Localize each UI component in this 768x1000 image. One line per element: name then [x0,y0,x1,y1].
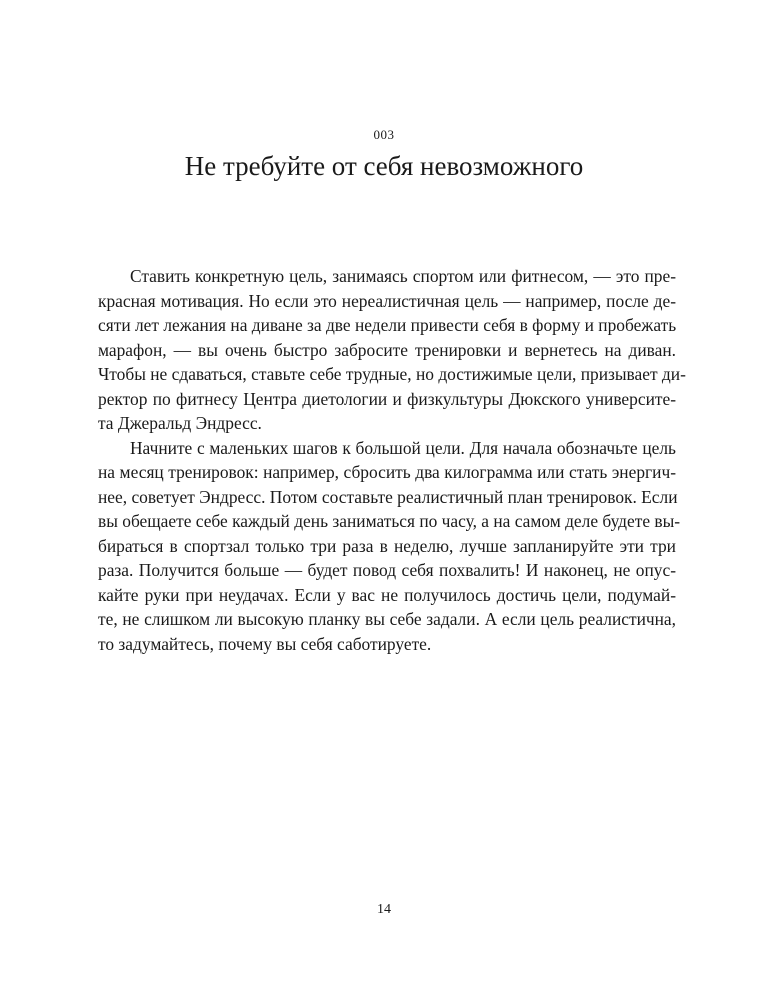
text-line: ректор по фитнесу Центра диетологии и физкультуры Дюкского университе- [98,388,676,409]
chapter-number: 003 [373,127,395,142]
text-line: Чтобы не сдаваться, ставьте себе трудные, но достижимые цели, призывает ди- [98,364,686,384]
text-line: те, не слишком ли высокую планку вы себе задали. А если цель реалистична, [98,609,676,629]
text-line: нее, советует Эндресс. Потом составьте реалистичный план тренировок. Если [98,486,678,507]
text-line: вы обещаете себе каждый день заниматься по часу, а на самом деле будете вы- [98,511,681,531]
text-line: красная мотивация. Но если это нереалистичная цель — например, после де- [98,290,676,311]
body-text [98,264,686,656]
paragraph-2 [98,436,681,657]
text-line: на месяц тренировок: например, сбросить два килограмма или стать энергич- [98,462,676,482]
page-number: 14 [377,902,391,917]
text-line: бираться в спортзал только три раза в неделю, лучше запланируйте эти три [98,535,676,556]
text-line: то задумайтесь, почему вы себя саботируете. [98,633,432,654]
chapter-title: Не требуйте от себя невозможного [184,151,584,181]
text-line: Ставить конкретную цель, занимаясь спортом или фитнесом, — это пре- [130,266,676,286]
paragraph-1 [98,264,686,436]
text-line: марафон, — вы очень быстро забросите тренировки и вернетесь на диван. [98,339,676,360]
text-line: кайте руки при неудачах. Если у вас не получилось достичь цели, подумай- [98,584,676,605]
text-line: Начните с маленьких шагов к большой цели. Для начала обозначьте цель [130,437,676,458]
text-line: сяти лет лежания на диване за две недели привести себя в форму и пробежать [98,315,677,335]
text-line: та Джеральд Эндресс. [98,413,262,433]
text-line: раза. Получится больше — будет повод себя похвалить! И наконец, не опус- [98,560,676,580]
